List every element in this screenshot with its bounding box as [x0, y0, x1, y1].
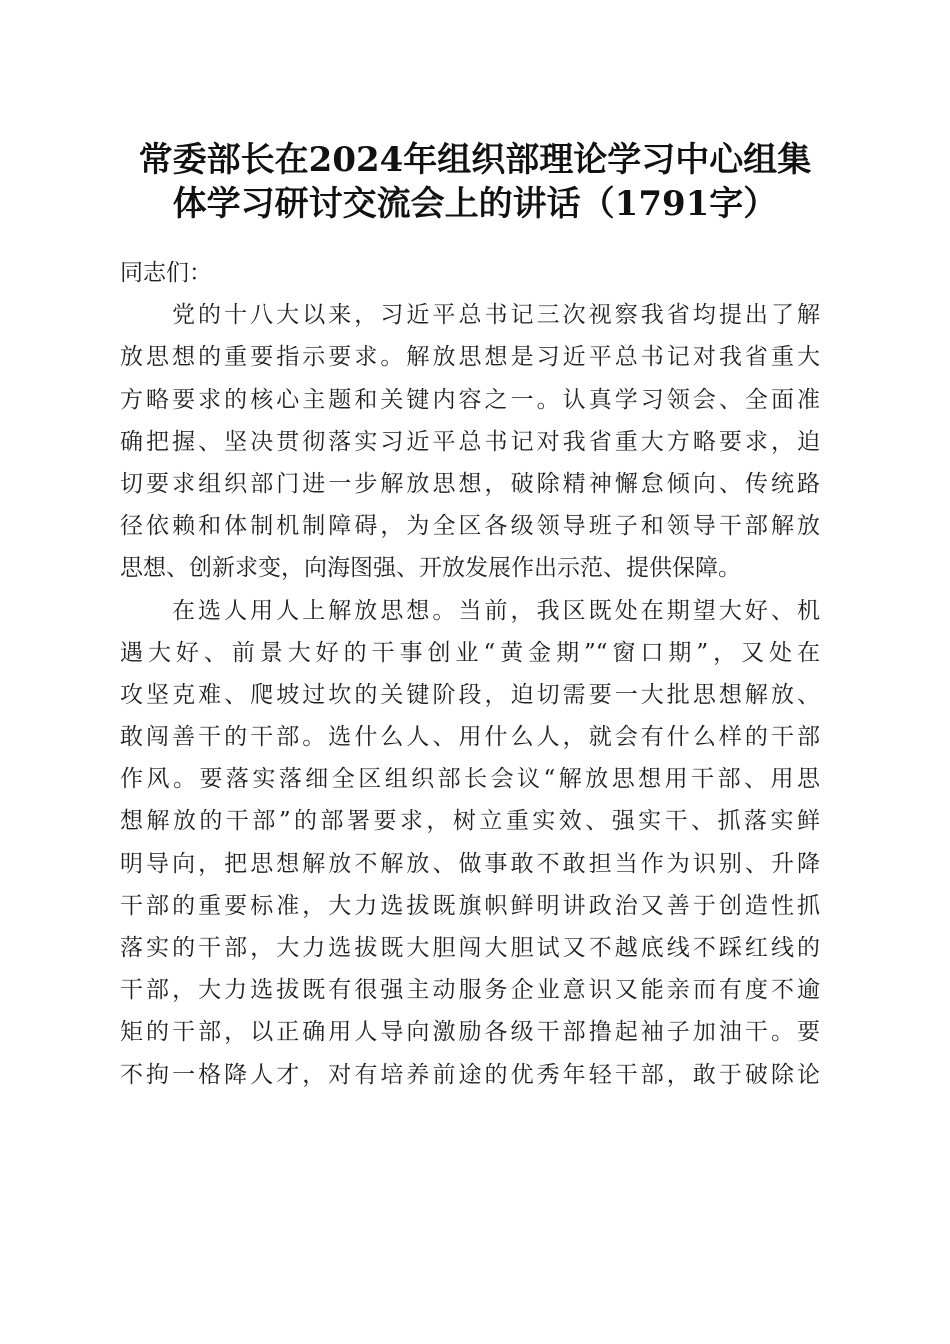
- text-line: 明导向，把思想解放不解放、做事敢不敢担当作为识别、升降: [120, 850, 820, 877]
- document-title: [110, 138, 840, 226]
- text-line: 遇大好、前景大好的干事创业“黄金期”“窗口期”，又处在: [120, 639, 820, 666]
- text-line: 矩的干部，以正确用人导向激励各级干部撸起袖子加油干。要: [120, 1019, 820, 1046]
- text-line: 放思想的重要指示要求。解放思想是习近平总书记对我省重大: [120, 344, 820, 371]
- text-line: 径依赖和体制机制障碍，为全区各级领导班子和领导干部解放: [120, 513, 820, 540]
- text-line: 干部的重要标准，大力选拔既旗帜鲜明讲政治又善于创造性抓: [120, 892, 820, 919]
- text-line: 想解放的干部”的部署要求，树立重实效、强实干、抓落实鲜: [120, 808, 820, 835]
- text-line: 切要求组织部门进一步解放思想，破除精神懈怠倾向、传统路: [120, 470, 820, 497]
- document-body: [120, 252, 820, 1096]
- title-line-1: 常委部长在2024年组织部理论学习中心组集: [138, 140, 812, 180]
- salutation: 同志们：: [120, 260, 212, 286]
- title-line-2: 体学习研讨交流会上的讲话（1791字）: [172, 184, 778, 224]
- text-line: 敢闯善干的干部。选什么人、用什么人，就会有什么样的干部: [120, 724, 820, 751]
- text-line: 落实的干部，大力选拔既大胆闯大胆试又不越底线不踩红线的: [120, 935, 820, 962]
- text-line: 党的十八大以来，习近平总书记三次视察我省均提出了解: [172, 302, 820, 329]
- text-line: 方略要求的核心主题和关键内容之一。认真学习领会、全面准: [120, 386, 820, 413]
- text-line: 在选人用人上解放思想。当前，我区既处在期望大好、机: [172, 597, 820, 624]
- text-line: 不拘一格降人才，对有培养前途的优秀年轻干部，敢于破除论: [120, 1061, 820, 1088]
- text-line: 确把握、坚决贯彻落实习近平总书记对我省重大方略要求，迫: [120, 428, 820, 455]
- text-line: 干部，大力选拔既有很强主动服务企业意识又能亲而有度不逾: [120, 977, 820, 1004]
- paragraph-1: [120, 294, 820, 589]
- text-line: 攻坚克难、爬坡过坎的关键阶段，迫切需要一大批思想解放、: [120, 681, 820, 708]
- text-line: 思想、创新求变，向海图强、开放发展作出示范、提供保障。: [120, 555, 741, 582]
- paragraph-2: [120, 590, 820, 1096]
- text-line: 作风。要落实落细全区组织部长会议“解放思想用干部、用思: [120, 766, 820, 793]
